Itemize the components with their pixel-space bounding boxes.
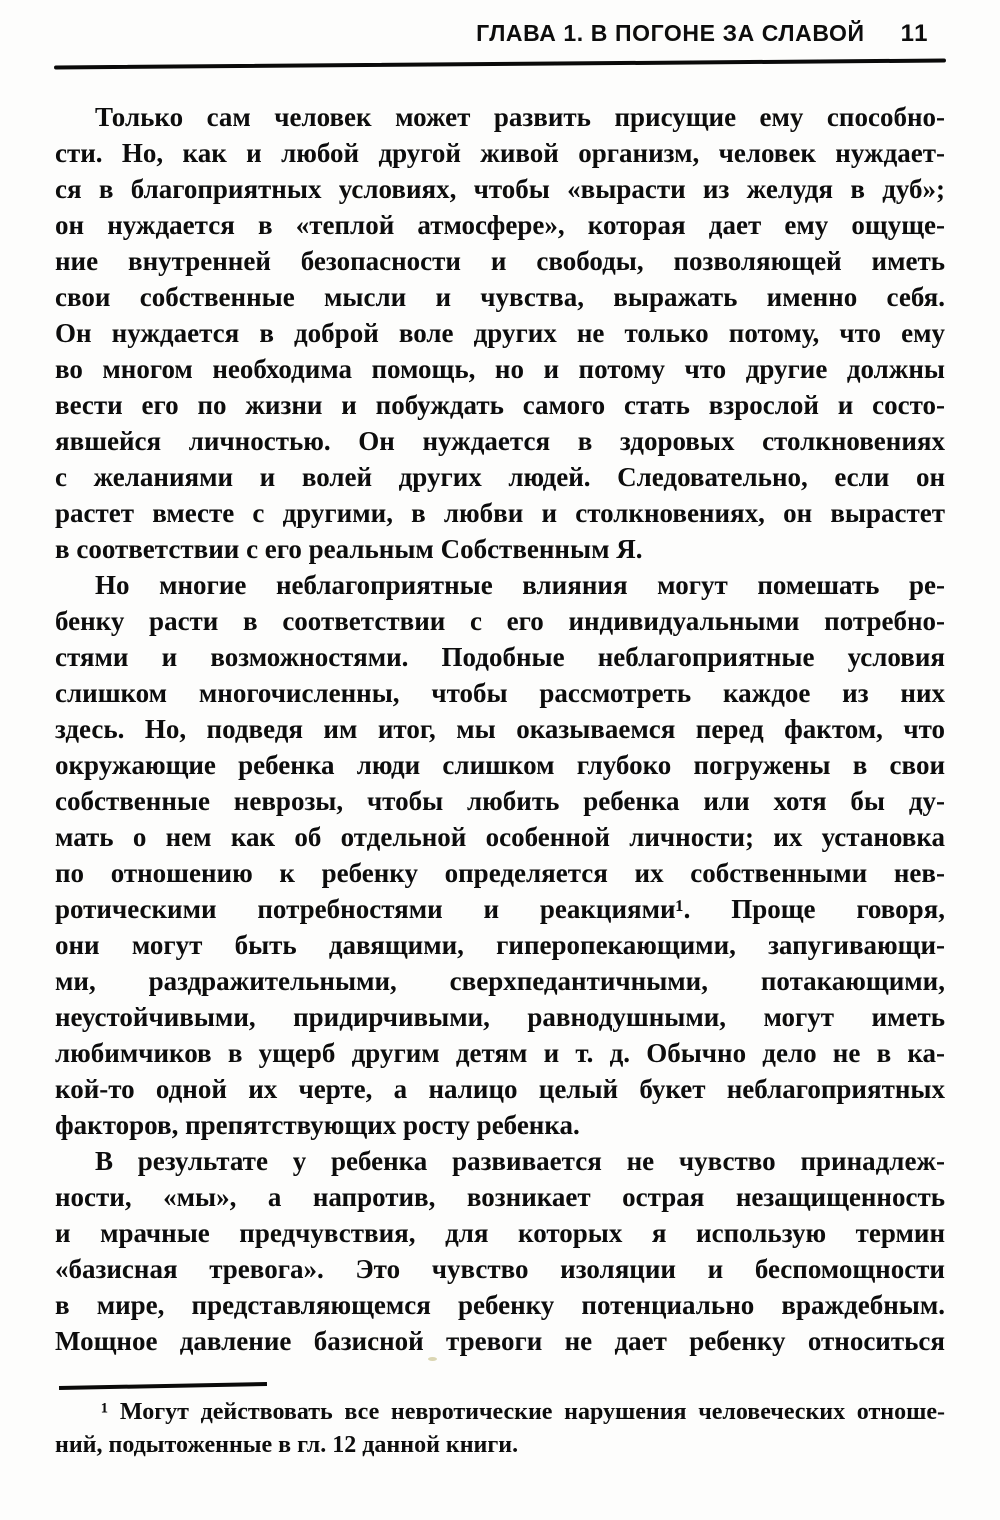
text-line: во многом необходима помощь, но и потому что другие должны	[55, 354, 945, 384]
paragraph	[55, 567, 945, 1143]
text-line: с желаниями и волей других людей. Следовательно, если он	[55, 462, 945, 492]
text-line: стями и возможностями. Подобные неблагоприятные условия	[55, 642, 945, 672]
body-text	[55, 99, 945, 1359]
text-line: мать о нем как об отдельной особенной личности; их установка	[55, 822, 945, 852]
text-line: ми, раздражительными, сверхпедантичными, потакающими,	[55, 966, 945, 996]
paragraph	[55, 1396, 945, 1462]
text-line: окружающие ребенка люди слишком глубоко погружены в свои	[55, 750, 945, 780]
text-line: ние внутренней безопасности и свободы, позволяющей иметь	[55, 246, 945, 276]
text-line: здесь. Но, подведя им итог, мы оказываемся перед фактом, что	[55, 714, 945, 744]
paragraph	[55, 99, 945, 567]
header-rule	[54, 58, 946, 69]
text-line: ся в благоприятных условиях, чтобы «вырасти из желудя в дуб»;	[55, 174, 945, 204]
text-line: явшейся личностью. Он нуждается в здоровых столкновениях	[55, 426, 945, 456]
text-line: кой-то одной их черте, а налицо целый букет неблагоприятных	[55, 1074, 945, 1104]
text-line: бенку расти в соответствии с его индивидуальными потребно-	[55, 606, 945, 636]
footnote	[55, 1396, 945, 1462]
text-line: в соответствии с его реальным Собственным Я.	[55, 534, 643, 564]
text-line: он нуждается в «теплой атмосфере», которая дает ему ощуще-	[55, 210, 945, 240]
text-line: факторов, препятствующих росту ребенка.	[55, 1110, 580, 1140]
text-line: Только сам человек может развить присущие ему способно-	[95, 102, 945, 132]
text-line: свои собственные мысли и чувства, выражать именно себя.	[55, 282, 945, 312]
text-line: ний, подытоженные в гл. 12 данной книги.	[55, 1432, 519, 1458]
text-line: в мире, представляющемся ребенку потенциально враждебным.	[55, 1290, 945, 1320]
text-line: слишком многочисленны, чтобы рассмотреть каждое из них	[55, 678, 945, 708]
text-line: они могут быть давящими, гиперопекающими, запугивающи-	[55, 930, 945, 960]
text-line: Но многие неблагоприятные влияния могут помешать ре-	[95, 570, 945, 600]
text-line: ности, «мы», а напротив, возникает острая незащищенность	[55, 1182, 945, 1212]
text-line: и мрачные предчувствия, для которых я использую термин	[55, 1218, 945, 1248]
text-line: собственные неврозы, чтобы любить ребенка или хотя бы ду-	[55, 786, 945, 816]
paragraph	[55, 1143, 945, 1359]
chapter-title: ГЛАВА 1. В ПОГОНЕ ЗА СЛАВОЙ	[476, 20, 865, 46]
text-line: растет вместе с другими, в любви и столкновениях, он вырастет	[55, 498, 945, 528]
text-line: вести его по жизни и побуждать самого стать взрослой и состо-	[55, 390, 945, 420]
text-line: Он нуждается в доброй воле других не только потому, что ему	[55, 318, 945, 348]
text-line: сти. Но, как и любой другой живой организм, человек нуждает-	[55, 138, 945, 168]
text-line: ¹ Могут действовать все невротические нарушения человеческих отноше-	[101, 1399, 945, 1425]
text-line: Мощное давление базисной тревоги не дает ребенку относиться	[55, 1326, 945, 1356]
text-line: любимчиков в ущерб другим детям и т. д. Обычно дело не в ка-	[55, 1038, 945, 1068]
scan-artifact-dot	[428, 1357, 437, 1361]
footnote-rule	[59, 1382, 267, 1390]
text-line: В результате у ребенка развивается не чувство принадлеж-	[95, 1146, 945, 1176]
text-line: «базисная тревога». Это чувство изоляции и беспомощности	[55, 1254, 945, 1284]
text-line: по отношению к ребенку определяется их собственными нев-	[55, 858, 945, 888]
text-line: неустойчивыми, придирчивыми, равнодушными, могут иметь	[55, 1002, 945, 1032]
page-number: 11	[900, 20, 929, 47]
running-header	[55, 20, 929, 48]
text-line: ротическими потребностями и реакциями¹. Проще говоря,	[55, 894, 945, 924]
